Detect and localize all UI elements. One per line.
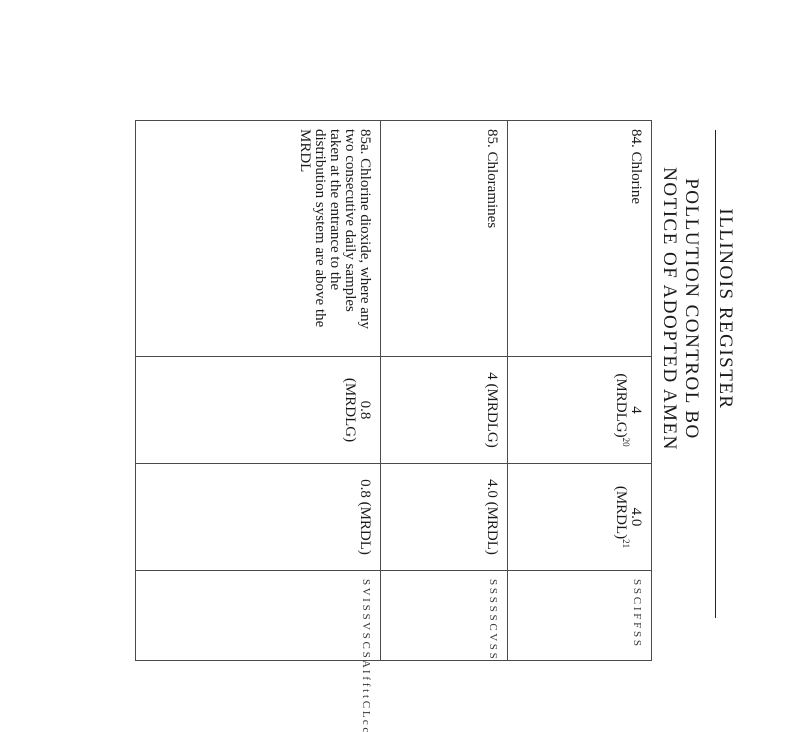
register-title: ILLINOIS REGISTER <box>715 208 736 410</box>
footnote-ref: 20 <box>621 437 631 447</box>
mrdlg-cell <box>508 357 652 464</box>
notice-title: NOTICE OF ADOPTED AMEN <box>659 167 680 451</box>
truncated-cell <box>136 571 381 732</box>
mrdlg-value: 4 (MRDLG) <box>484 372 500 448</box>
truncated-text: S S S S S C V S S <box>487 579 499 659</box>
mrdlg-cell <box>136 357 381 464</box>
table-row <box>508 121 652 661</box>
footnote-ref: 21 <box>621 539 631 549</box>
mrdl-value: 4.0 (MRDL) <box>484 479 500 555</box>
mrdl-cell <box>136 464 381 571</box>
mrdlg-value: 0.8 <box>357 400 373 420</box>
mrdlg-unit: (MRDLG) <box>613 373 629 438</box>
mrdlg-value: 4 <box>628 406 644 414</box>
board-title: POLLUTION CONTROL BO <box>681 178 702 440</box>
mrdl-cell <box>381 464 508 571</box>
contaminant-name: 85. Chloramines <box>484 129 500 229</box>
table-row <box>381 121 508 661</box>
truncated-cell <box>381 571 508 661</box>
truncated-cell <box>508 571 652 661</box>
contaminant-name: 84. Chlorine <box>628 129 644 204</box>
mrdlg-unit: (MRDLG) <box>342 377 358 443</box>
truncated-text: S V I S S V S C S A I f f t t C L c c <box>360 579 372 732</box>
mrdlg-cell <box>381 357 508 464</box>
mrdl-unit: (MRDL) <box>613 485 629 540</box>
contaminant-cell <box>381 121 508 357</box>
table-row <box>136 121 381 661</box>
mrdl-value: 4.0 <box>628 507 644 527</box>
contaminant-table <box>135 120 652 732</box>
contaminant-name: 85a. Chlorine dioxide, where any two consecutive daily samples taken at the entrance to the distribution system are above the MRDL <box>297 129 373 329</box>
header-rule <box>715 130 716 618</box>
contaminant-cell <box>136 121 381 357</box>
mrdl-value: 0.8 (MRDL) <box>357 479 373 555</box>
mrdl-cell <box>508 464 652 571</box>
contaminant-cell <box>508 121 652 357</box>
truncated-text: S S C I F F S S <box>631 579 643 646</box>
